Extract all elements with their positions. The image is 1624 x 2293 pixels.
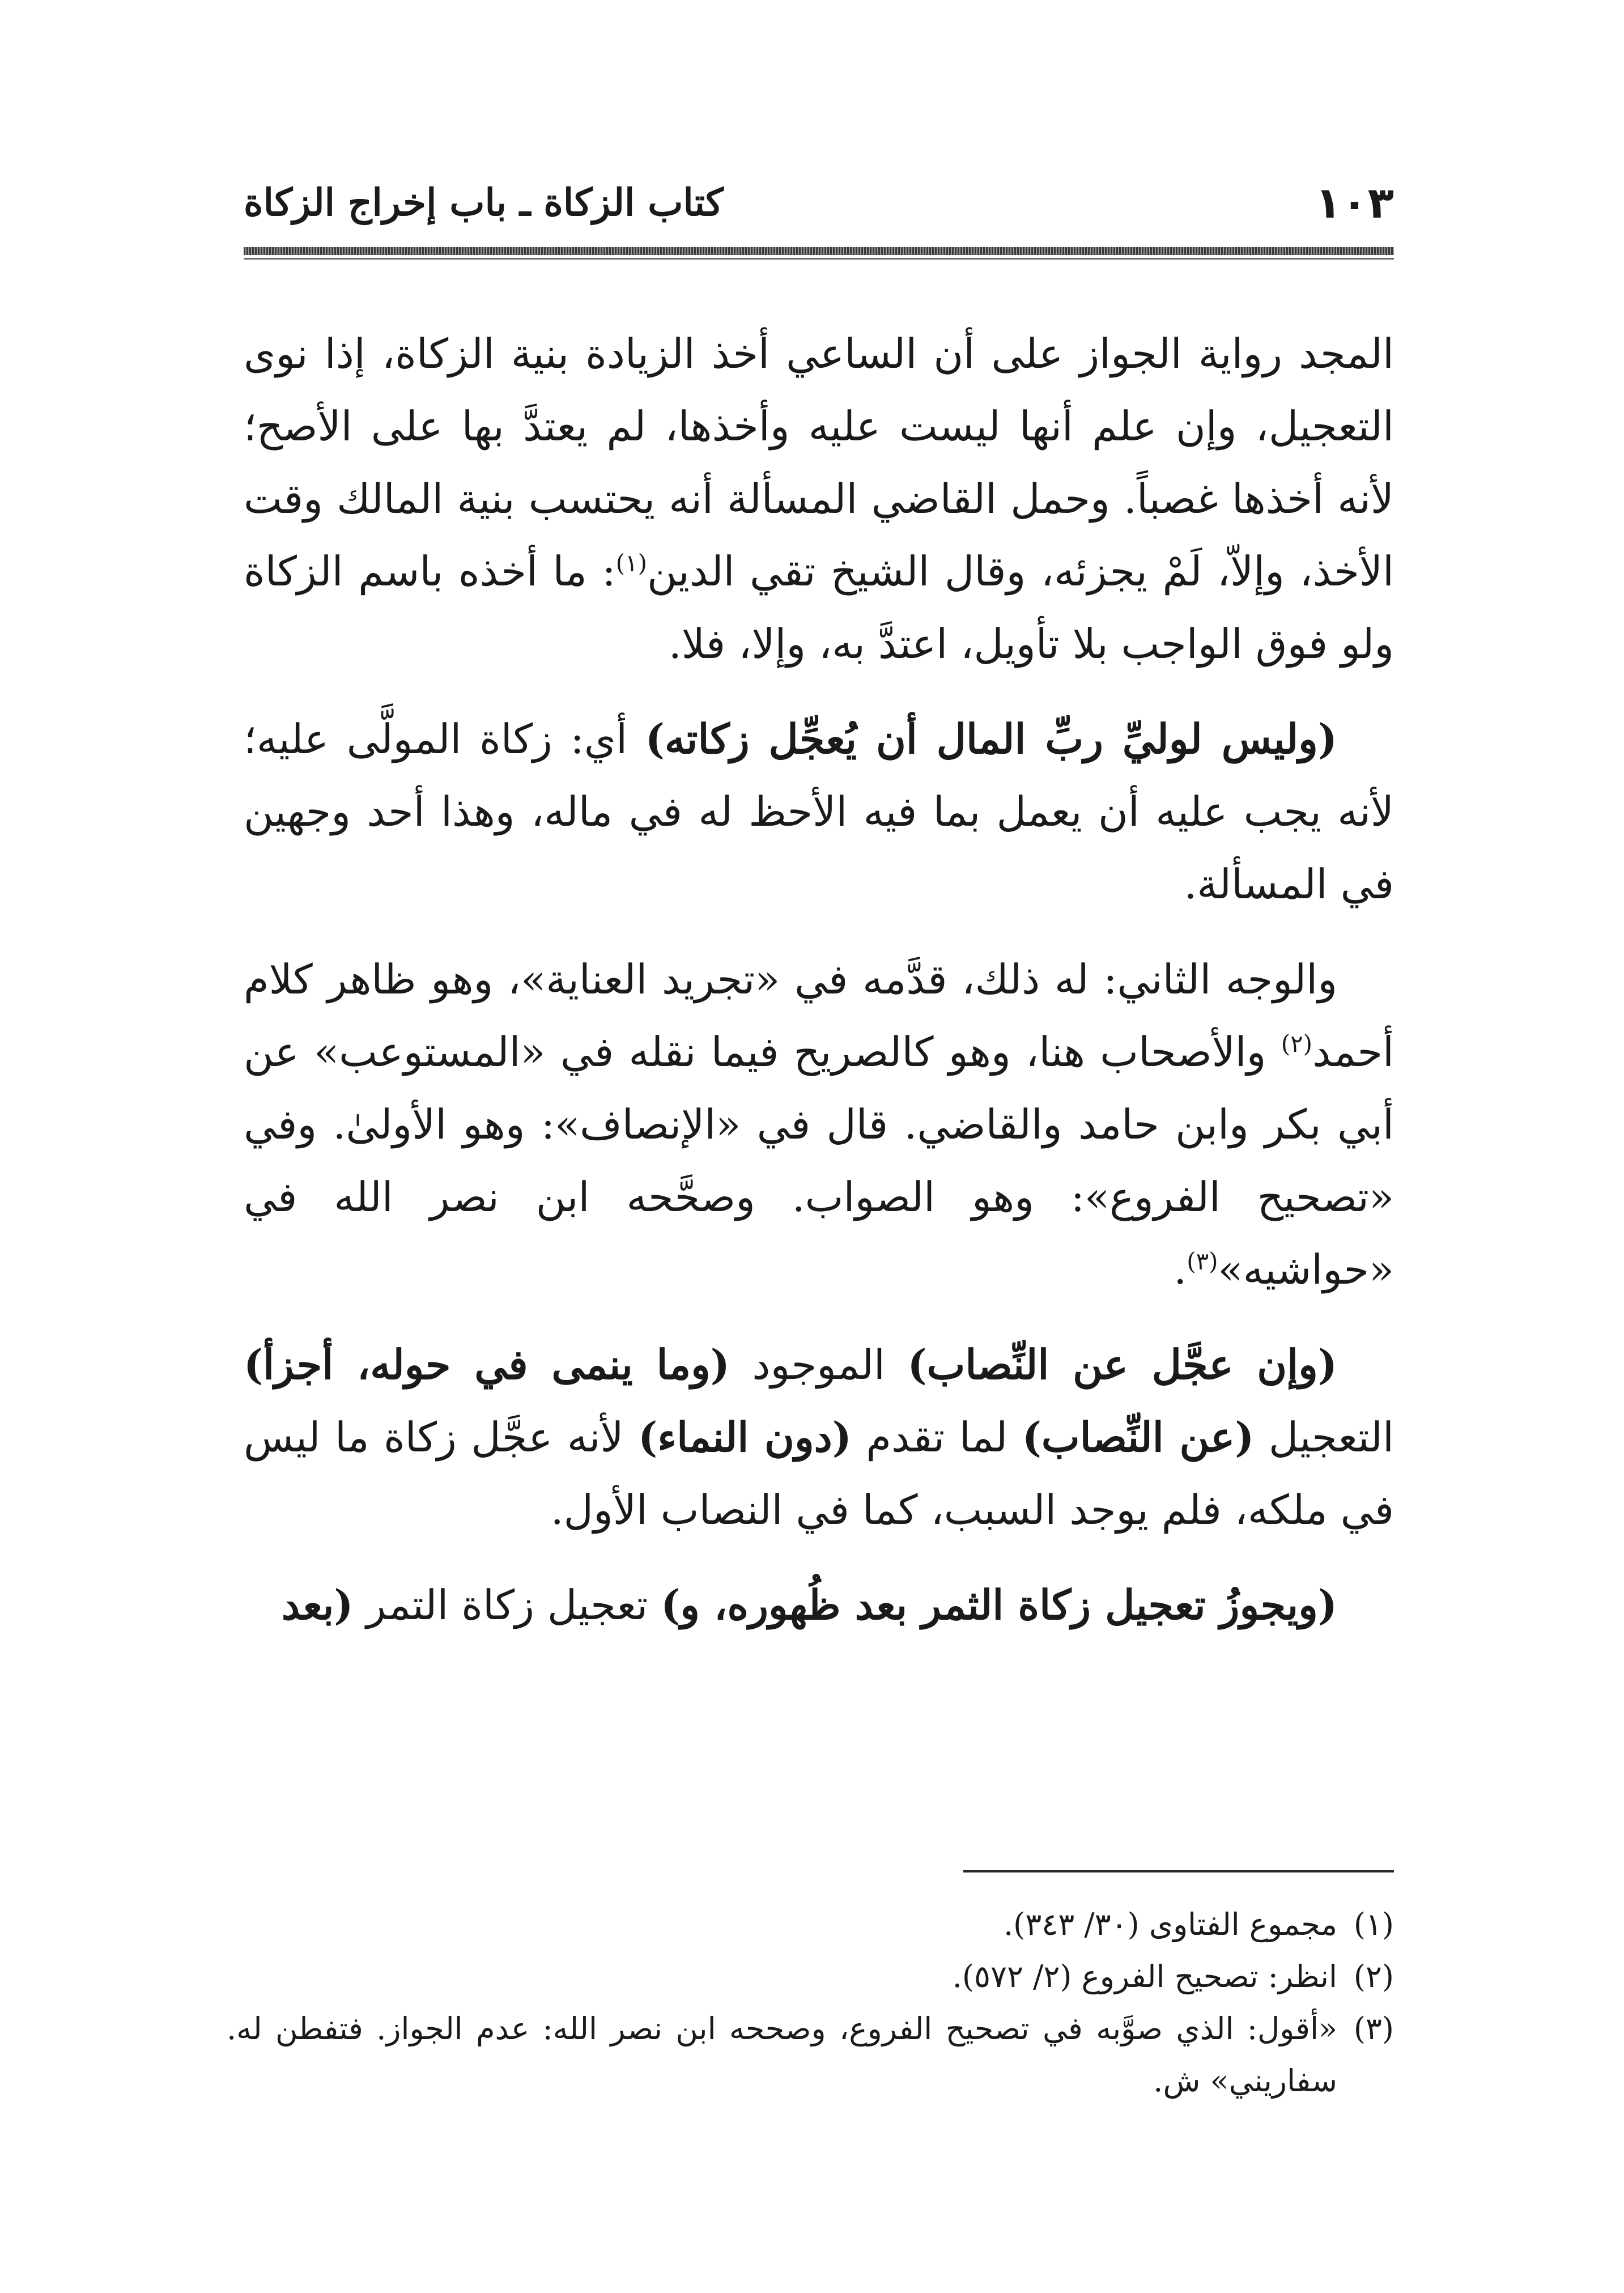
footnote-3 [227,2003,1394,2107]
sharh-text: لما تقدم [851,1413,1022,1461]
sharh-text: تعجيل زكاة التمر [353,1581,661,1629]
paragraph-4 [244,1328,1394,1546]
footnote-1 [227,1899,1394,1951]
footnote-number: (٣) [1353,2011,1394,2046]
sharh-text: أي: زكاة المولَّى عليه؛ لأنه يجب عليه أن يعمل بما فيه الأحظ له في ماله، وهذا أحد وجهين في المسألة. [244,715,1394,908]
matn-text: (بعد [281,1581,354,1629]
footnote-ref-2: (٢) [1281,1030,1313,1058]
paragraph-1-tail: : ما أخذه باسم الزكاة ولو فوق الواجب بلا تأويل، اعتدَّ به، وإلا، فلا. [244,547,1394,668]
matn-text: (دون النماء) [638,1413,852,1461]
sharh-text: لأنه عجَّل زكاة ما ليس في ملكه، فلم يوجد السبب، كما في النصاب الأول. [244,1413,1394,1534]
footnote-text: «أقول: الذي صوَّبه في تصحيح الفروع، وصححه ابن نصر الله: عدم الجواز. فتفطن له. سفاريني» ش. [227,2011,1337,2099]
paragraph-2 [244,703,1394,920]
sharh-text: التعجيل [1254,1413,1394,1461]
page-header [244,170,1394,238]
paragraph-1 [244,317,1394,680]
paragraph-5 [244,1569,1394,1641]
footnote-2 [227,1951,1394,2003]
matn-text: (ويجوزُ تعجيل زكاة الثمر بعد ظُهوره، و) [661,1581,1337,1629]
footnotes [227,1899,1394,2107]
footnote-text: مجموع الفتاوى (٣٠/ ٣٤٣). [1003,1906,1337,1942]
paragraph-3-text-a: والوجه الثاني: له ذلك، قدَّمه في «تجريد العناية»، وهو ظاهر كلام أحمد [244,956,1394,1076]
footnote-ref-1: (١) [615,549,647,577]
paragraph-3-text-b: والأصحاب هنا، وهو كالصريح فيما نقله في «المستوعب» عن أبي بكر وابن حامد والقاضي. قال في «الإنصاف»: وهو الأولىٰ. وفي «تصحيح الفروع»: وهو الصواب. وصحَّحه ابن نصر الله في «حواشيه» [244,1028,1395,1293]
sharh-text: الموجود [729,1341,908,1388]
footnote-number: (١) [1353,1906,1394,1942]
running-title: كتاب الزكاة ـ باب إخراج الزكاة [244,180,724,224]
main-text [244,317,1394,1664]
footnote-text: انظر: تصحيح الفروع (٢/ ٥٧٢). [952,1959,1337,1994]
matn-text: (وليس لوليِّ ربِّ المال أن يُعجِّل زكاته) [645,715,1337,763]
paragraph-1-text: المجد رواية الجواز على أن الساعي أخذ الزيادة بنية الزكاة، إذا نوى التعجيل، وإن علم أنها ليست عليه وأخذها، لم يعتدَّ بها على الأصح؛ لأنه أخذها غصباً. وحمل القاضي المسألة أنه يحتسب بنية المالك وقت الأخذ، وإلاّ، لَمْ يجزئه، وقال الشيخ تقي الدين [244,330,1395,595]
footnote-ref-3: (٣) [1187,1247,1218,1275]
matn-text: (وما ينمى في حوله، أجزأ) [244,1340,730,1388]
paragraph-3-end: . [1174,1246,1187,1293]
matn-text: (وإن عجَّل عن النِّصاب) [907,1340,1337,1388]
header-divider [244,247,1394,255]
footnote-number: (٢) [1353,1959,1394,1994]
paragraph-3 [244,943,1394,1306]
page-number: ١٠٣ [1315,177,1394,228]
matn-text: (عن النِّصاب) [1022,1413,1255,1461]
header-divider-thin [244,258,1394,260]
footnote-divider [963,1870,1394,1872]
